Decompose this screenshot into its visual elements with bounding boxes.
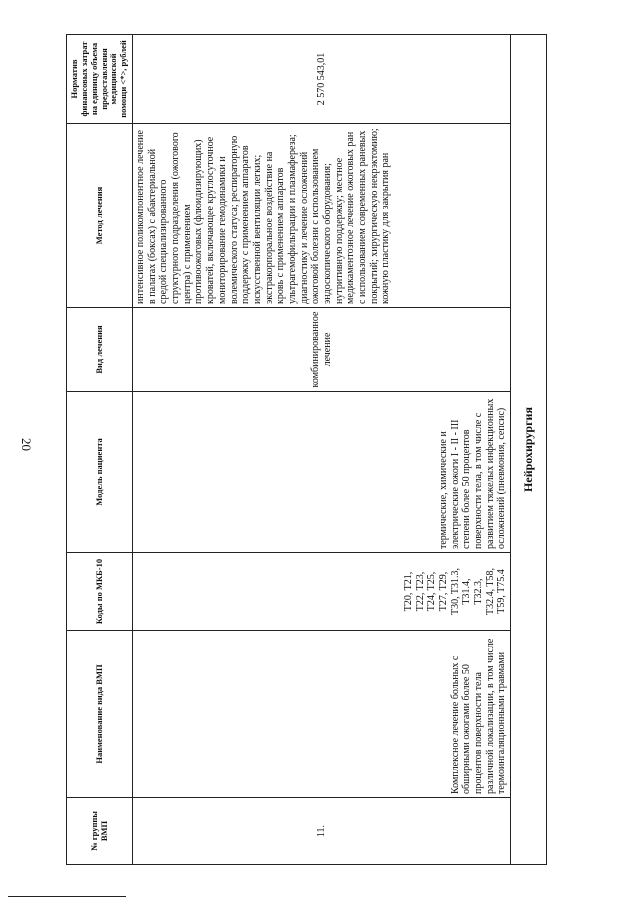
group-number-cell: 11. [133, 798, 511, 865]
header-cost-norm: Норматив финансовых затрат на единицу объема предоставления медицинской помощи <*>, рублей [67, 35, 133, 124]
icd-code-line: T20, T21, [402, 571, 414, 612]
rotated-table-container [66, 35, 546, 865]
icd-code-line: T32.4, T58, [484, 567, 496, 616]
table-row [133, 35, 511, 865]
icd-codes-cell [133, 553, 511, 631]
icd-code-line: T59, T75.4 [496, 569, 508, 614]
section-row [511, 35, 547, 865]
header-icd-codes: Коды по МКБ-10 [67, 553, 133, 631]
header-treatment-type: Вид лечения [67, 308, 133, 392]
patient-model-cell: термические, химические и электрические ожоги I - II - III степени более 50 процентов поверхности тела, в том числе с развитием тяжелых инфекционных осложнений (пневмония, сепсис) [133, 392, 511, 553]
table-header-row [67, 35, 133, 865]
icd-code-line: T30, T31.3, [449, 567, 461, 616]
header-treatment-method: Метод лечения [67, 124, 133, 308]
header-vmp-name: Наименование вида ВМП [67, 631, 133, 798]
vmp-name-cell: Комплексное лечение больных с обширными ожогами более 50 процентов поверхности тела различной локализации, в том числе термоингаляционными травмами [133, 631, 511, 798]
page-number: 20 [19, 438, 34, 451]
cost-norm-cell: 2 570 543,01 [133, 35, 511, 124]
icd-code-line: T24, T25, [426, 571, 438, 612]
icd-code-line: T32.3, [472, 578, 484, 605]
icd-code-line: T27, T29, [437, 571, 449, 612]
header-group-number: № группы ВМП [67, 798, 133, 865]
vmp-table [66, 34, 547, 865]
section-title: Нейрохирургия [511, 35, 547, 865]
icd-code-line: T31.4, [461, 578, 473, 605]
treatment-method-cell: интенсивное поликомпонентное лечение в палатах (боксах) с абактериальной средой специализированного структурного подразделения (ожогового центра) с применением противоожоговых (флюидизирующих) кроватей, включающее круглосуточное мониторирование гемодинамики и волемического статуса; респираторную поддержку с применением аппаратов искусственной вентиляции легких; экстракорпоральное воздействие на кровь с применением аппаратов ультрагемофильтрации и плазмафереза; диагностику и лечение осложнений ожоговой болезни с использованием эндоскопического оборудования; нутритивную поддержку; местное медикаментозное лечение ожоговых ран с использованием современных раневых покрытий; хирургическую некрэктомию; кожную пластику для закрытия ран [133, 124, 511, 308]
header-patient-model: Модель пациента [67, 392, 133, 553]
footnote-divider [8, 896, 126, 897]
treatment-type-cell: комбинированное лечение [133, 308, 511, 392]
icd-code-line: T22, T23, [414, 571, 426, 612]
